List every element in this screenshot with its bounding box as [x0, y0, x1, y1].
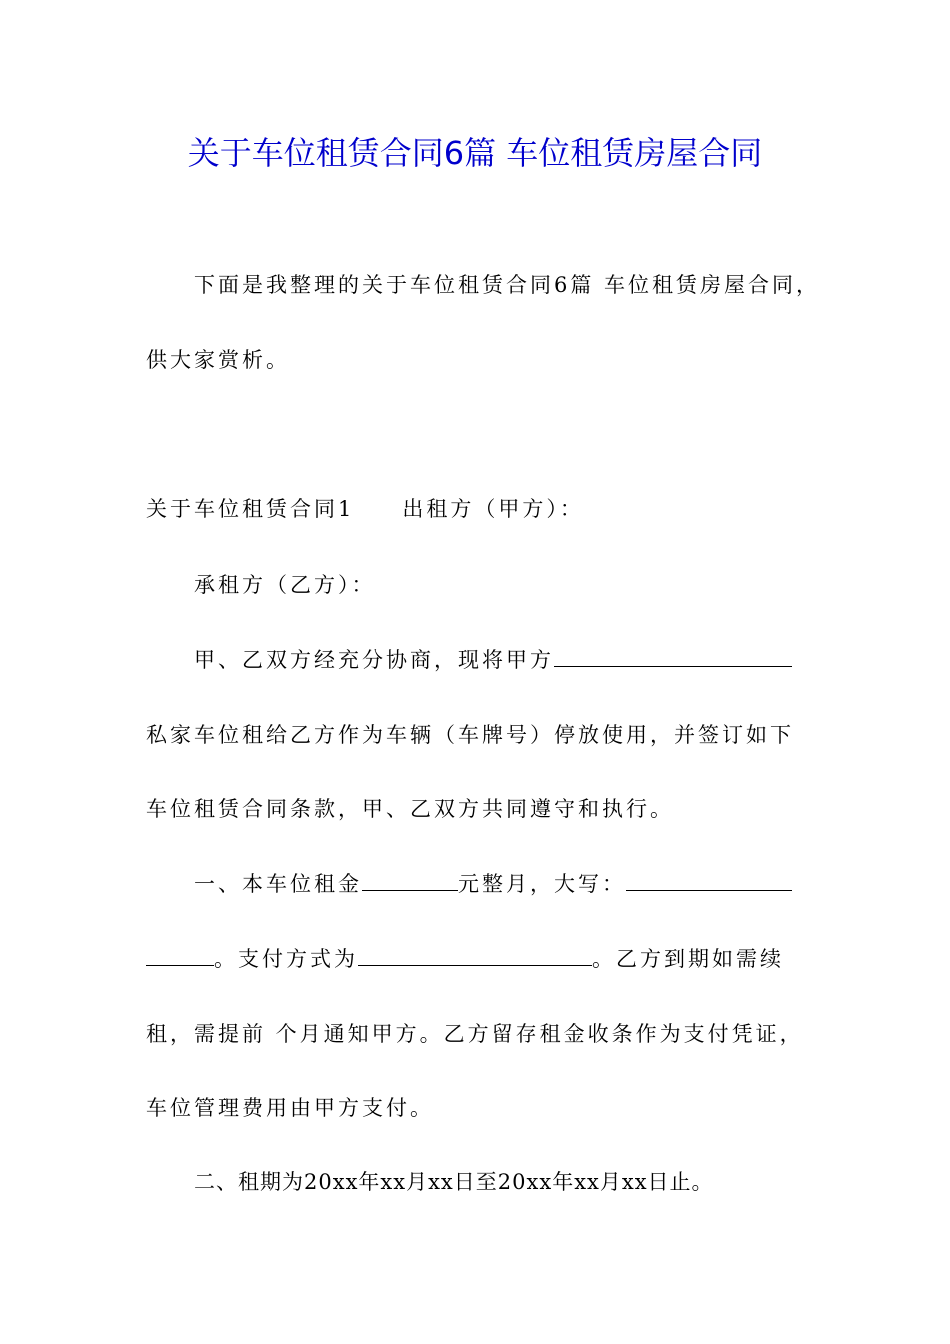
clause-1-text-a: 一、本车位租金 — [194, 872, 362, 896]
blank-rent-in-words — [626, 870, 792, 891]
blank-rent-in-words-cont — [146, 945, 214, 966]
intro-line-1: 下面是我整理的关于车位租赁合同6篇 车位租赁房屋合同， — [194, 273, 821, 297]
clause-2: 二、租期为20xx年xx月xx日至20xx年xx月xx日止。 — [194, 1170, 714, 1194]
clause-1-line-1 — [194, 869, 792, 899]
lessee-label: 承租方（乙方）： — [194, 573, 376, 597]
clause-1-line-3: 租，需提前 个月通知甲方。乙方留存租金收条作为支付凭证， — [146, 1022, 804, 1046]
document-title: 关于车位租赁合同6篇 车位租赁房屋合同 — [187, 134, 763, 172]
blank-parking-location — [554, 646, 792, 667]
lessor-label: 出租方（甲方）： — [402, 497, 584, 521]
blank-rent-amount — [362, 870, 458, 891]
clause-1-line-4: 车位管理费用由甲方支付。 — [146, 1096, 434, 1120]
clause-1-text-b: 元整月，大写： — [458, 872, 626, 896]
clause-1-line-2 — [146, 944, 784, 974]
paragraph-1-text: 甲、乙双方经充分协商，现将甲方 — [194, 648, 554, 672]
paragraph-1-line-1 — [194, 645, 792, 675]
section-heading: 关于车位租赁合同1 — [146, 497, 355, 521]
section-heading-line — [146, 494, 584, 524]
paragraph-1-line-3: 车位租赁合同条款，甲、乙双方共同遵守和执行。 — [146, 797, 674, 821]
clause-1-text-d: 。乙方到期如需续 — [592, 947, 784, 971]
paragraph-1-line-2: 私家车位租给乙方作为车辆（车牌号）停放使用，并签订如下 — [146, 723, 794, 747]
clause-1-text-c: 。支付方式为 — [214, 947, 358, 971]
blank-payment-method — [358, 945, 592, 966]
intro-line-2: 供大家赏析。 — [146, 348, 290, 372]
